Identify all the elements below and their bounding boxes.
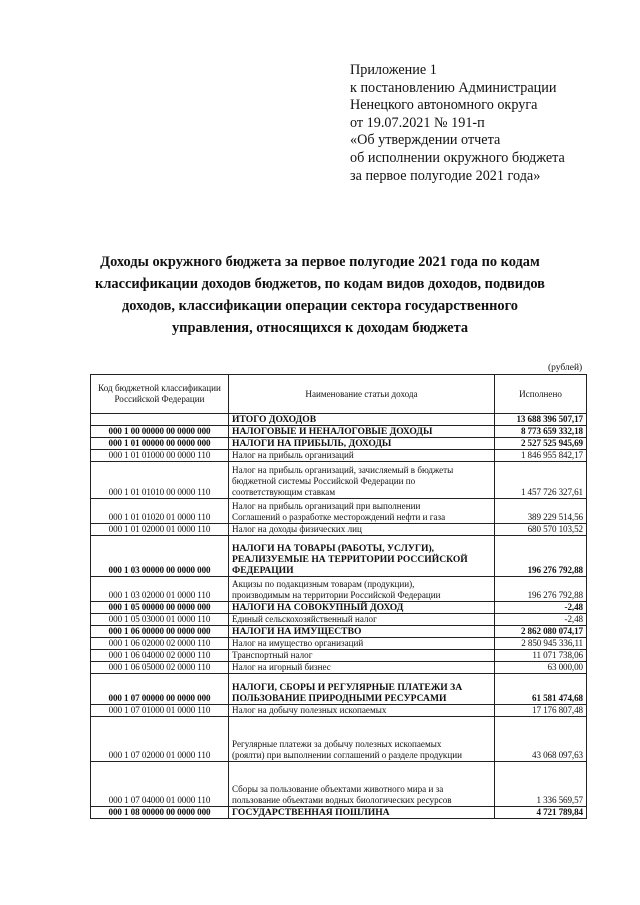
row-code: 000 1 06 00000 00 0000 000 [91,626,229,638]
row-code: 000 1 06 05000 02 0000 110 [91,662,229,674]
row-code: 000 1 03 00000 00 0000 000 [91,536,229,577]
row-amount: 1 336 569,57 [495,762,587,807]
row-name: Налог на прибыль организаций [229,450,495,462]
column-header-code: Код бюджетной классификации Российской Федерации [91,375,229,414]
row-code: 000 1 07 04000 01 0000 110 [91,762,229,807]
title-line: управления, относящихся к доходам бюджета [171,320,469,336]
row-name: Налог на прибыль организаций, зачисляемый в бюджеты бюджетной системы Российской Федерации по соответствующим ставкам [229,462,495,499]
table-row [91,414,587,426]
appendix-line: Ненецкого автономного округа [350,97,538,114]
appendix-line: об исполнении окружного бюджета [350,149,565,166]
row-name: НАЛОГИ НА СОВОКУПНЫЙ ДОХОД [229,602,495,614]
table-row [91,602,587,614]
table-row [91,426,587,438]
row-code: 000 1 01 02000 01 0000 110 [91,524,229,536]
table-row [91,705,587,717]
row-amount: -2,48 [495,602,587,614]
row-name: НАЛОГИ НА ТОВАРЫ (РАБОТЫ, УСЛУГИ), РЕАЛИЗУЕМЫЕ НА ТЕРРИТОРИИ РОССИЙСКОЙ ФЕДЕРАЦИИ [229,536,495,577]
row-amount: 13 688 396 507,17 [495,414,587,426]
revenue-table [90,374,587,819]
table-row [91,626,587,638]
column-header-name: Наименование статьи дохода [229,375,495,414]
row-code: 000 1 03 02000 01 0000 110 [91,577,229,602]
row-amount: 389 229 514,56 [495,499,587,524]
row-amount: 1 457 726 327,61 [495,462,587,499]
document-title [60,251,580,339]
row-code: 000 1 05 03000 01 0000 110 [91,614,229,626]
appendix-line: к постановлению Администрации [350,79,557,96]
row-amount: 63 000,00 [495,662,587,674]
row-code: 000 1 01 00000 00 0000 000 [91,438,229,450]
column-header-amount: Исполнено [495,375,587,414]
table-row [91,674,587,705]
title-line: доходов, классификации операции сектора государственного [122,298,518,314]
row-name: Транспортный налог [229,650,495,662]
row-amount: 8 773 659 332,18 [495,426,587,438]
table-row [91,638,587,650]
table-row [91,499,587,524]
row-name: Единый сельскохозяйственный налог [229,614,495,626]
appendix-line: от 19.07.2021 № 191-п [350,114,485,131]
row-name: Сборы за пользование объектами животного мира и за пользование объектами водных биологических ресурсов [229,762,495,807]
row-amount: 43 068 097,63 [495,717,587,762]
row-amount: 2 862 080 074,17 [495,626,587,638]
row-name: НАЛОГИ, СБОРЫ И РЕГУЛЯРНЫЕ ПЛАТЕЖИ ЗА ПОЛЬЗОВАНИЕ ПРИРОДНЫМИ РЕСУРСАМИ [229,674,495,705]
row-code: 000 1 07 02000 01 0000 110 [91,717,229,762]
table-row [91,462,587,499]
title-line: классификации доходов бюджетов, по кодам видов доходов, подвидов [95,276,545,292]
row-code: 000 1 05 00000 00 0000 000 [91,602,229,614]
appendix-header [350,62,565,185]
table-row [91,450,587,462]
row-name: Налог на доходы физических лиц [229,524,495,536]
row-code [91,414,229,426]
appendix-line: Приложение 1 [350,62,437,78]
appendix-line: за первое полугодие 2021 года» [350,167,541,184]
row-code: 000 1 06 02000 02 0000 110 [91,638,229,650]
row-code: 000 1 00 00000 00 0000 000 [91,426,229,438]
row-name: НАЛОГОВЫЕ И НЕНАЛОГОВЫЕ ДОХОДЫ [229,426,495,438]
row-amount: 196 276 792,88 [495,577,587,602]
appendix-line: «Об утверждении отчета [350,132,501,149]
row-name: Налог на добычу полезных ископаемых [229,705,495,717]
table-row [91,438,587,450]
row-code: 000 1 06 04000 02 0000 110 [91,650,229,662]
table-row [91,662,587,674]
row-amount: 2 527 525 945,69 [495,438,587,450]
table-row [91,762,587,807]
row-amount: 4 721 789,84 [495,807,587,819]
row-amount: 680 570 103,52 [495,524,587,536]
row-amount: -2,48 [495,614,587,626]
row-name: Налог на имущество организаций [229,638,495,650]
row-code: 000 1 08 00000 00 0000 000 [91,807,229,819]
row-name: НАЛОГИ НА ИМУЩЕСТВО [229,626,495,638]
table-row [91,577,587,602]
table-row [91,524,587,536]
row-name: ИТОГО ДОХОДОВ [229,414,495,426]
row-name: Регулярные платежи за добычу полезных ископаемых (роялти) при выполнении соглашений о разделе продукции [229,717,495,762]
row-name: Налог на игорный бизнес [229,662,495,674]
row-code: 000 1 01 01010 00 0000 110 [91,462,229,499]
row-name: НАЛОГИ НА ПРИБЫЛЬ, ДОХОДЫ [229,438,495,450]
table-row [91,717,587,762]
row-name: Акцизы по подакцизным товарам (продукции), производимым на территории Российской Федерации [229,577,495,602]
row-code: 000 1 01 01020 01 0000 110 [91,499,229,524]
table-header-row [91,375,587,414]
row-amount: 1 846 955 842,17 [495,450,587,462]
row-name: ГОСУДАРСТВЕННАЯ ПОШЛИНА [229,807,495,819]
row-code: 000 1 01 01000 00 0000 110 [91,450,229,462]
unit-label: (рублей) [548,363,583,373]
row-name: Налог на прибыль организаций при выполнении Соглашений о разработке месторождений нефти и газа [229,499,495,524]
table-row [91,650,587,662]
row-code: 000 1 07 00000 00 0000 000 [91,674,229,705]
table-row [91,807,587,819]
row-code: 000 1 07 01000 01 0000 110 [91,705,229,717]
row-amount: 196 276 792,88 [495,536,587,577]
row-amount: 17 176 807,48 [495,705,587,717]
title-line: Доходы окружного бюджета за первое полугодие 2021 года по кодам [100,254,540,270]
row-amount: 2 850 945 336,11 [495,638,587,650]
table-row [91,614,587,626]
row-amount: 61 581 474,68 [495,674,587,705]
table-row [91,536,587,577]
row-amount: 11 071 738,06 [495,650,587,662]
